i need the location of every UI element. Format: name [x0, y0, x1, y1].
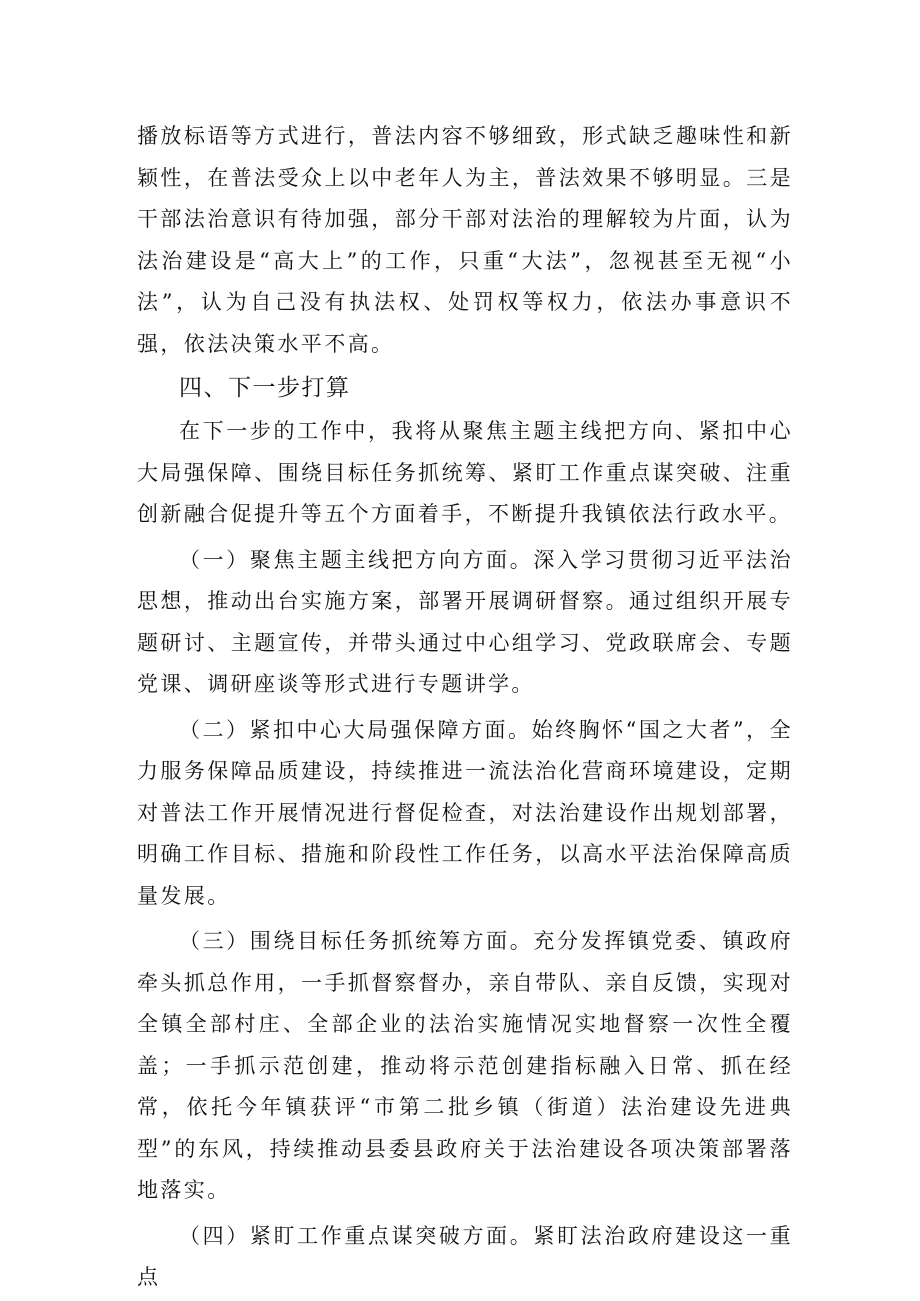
- paragraph-item-3: （三）围绕目标任务抓统筹方面。充分发挥镇党委、镇政府牵头抓总作用，一手抓督察督办，亲自带队、亲自反馈，实现对全镇全部村庄、全部企业的法治实施情况实地督察一次性全覆盖；一手抓示范创建，推动将示范创建指标融入日常、抓在经常，依托今年镇获评“市第二批乡镇（街道）法治建设先进典型”的东风，持续推动县委县政府关于法治建设各项决策部署落地落实。: [137, 929, 793, 1202]
- document-body: [137, 116, 793, 1299]
- paragraph-continued: 播放标语等方式进行，普法内容不够细致，形式缺乏趣味性和新颖性，在普法受众上以中老年人为主，普法效果不够明显。三是干部法治意识有待加强，部分干部对法治的理解较为片面，认为法治建设是“高大上”的工作，只重“大法”，忽视甚至无视“小法”，认为自己没有执法权、处罚权等权力，依法办事意识不强，依法决策水平不高。: [137, 124, 793, 356]
- paragraph-item-2: （二）紧扣中心大局强保障方面。始终胸怀“国之大者”，全力服务保障品质建设，持续推进一流法治化营商环境建设，定期对普法工作开展情况进行督促检查，对法治建设作出规划部署，明确工作目标、措施和阶段性工作任务，以高水平法治保障高质量发展。: [137, 717, 793, 908]
- section-heading: 四、下一步打算: [179, 375, 351, 401]
- paragraph-item-1: （一）聚焦主题主线把方向方面。深入学习贯彻习近平法治思想，推动出台实施方案，部署开展调研督察。通过组织开展专题研讨、主题宣传，并带头通过中心组学习、党政联席会、专题党课、调研座谈等形式进行专题讲学。: [137, 547, 793, 696]
- paragraph-item-4: （四）紧盯工作重点谋突破方面。紧盯法治政府建设这一重点: [137, 1223, 793, 1289]
- paragraph-intro: 在下一步的工作中，我将从聚焦主题主线把方向、紧扣中心大局强保障、围绕目标任务抓统筹、紧盯工作重点谋突破、注重创新融合促提升等五个方面着手，不断提升我镇依法行政水平。: [137, 419, 793, 526]
